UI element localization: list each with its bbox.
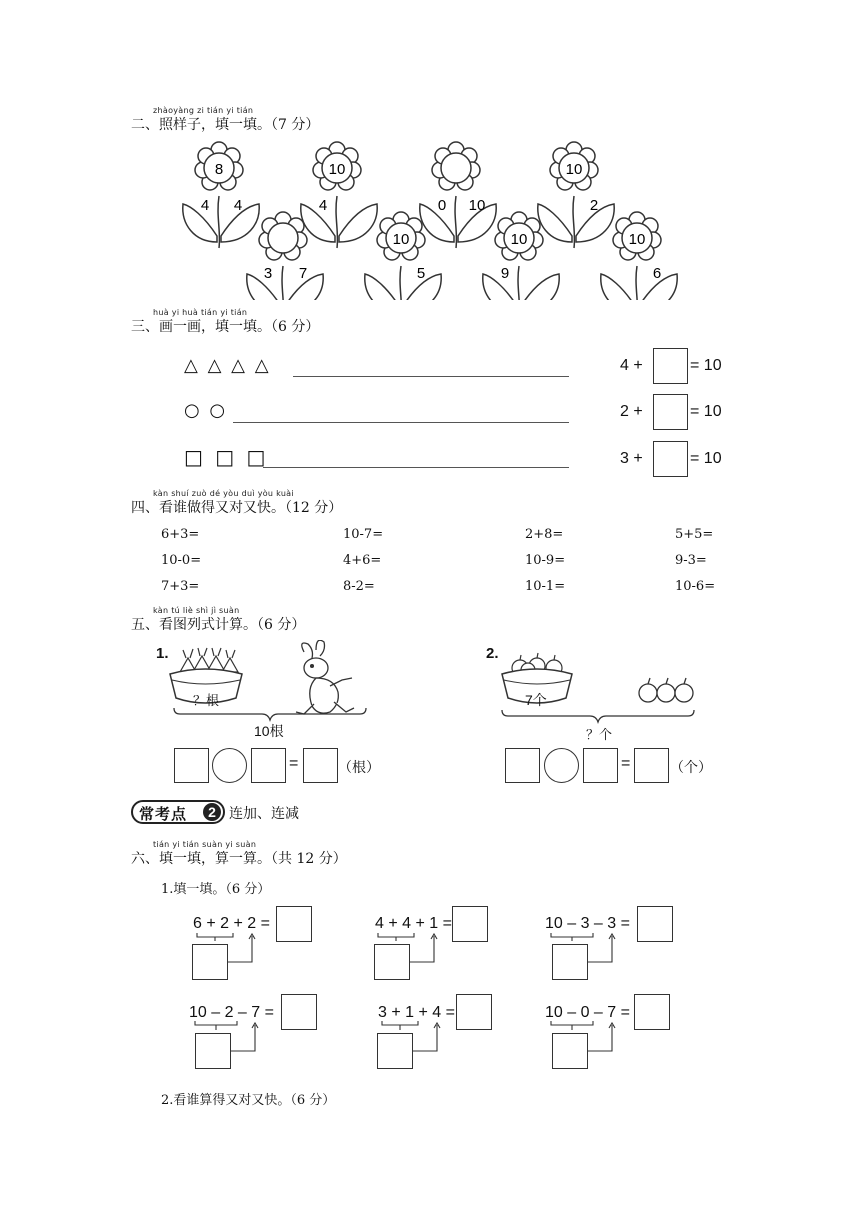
- arith-r1c3: 2+8=: [525, 527, 564, 542]
- eq2-suffix: = 10: [690, 403, 722, 420]
- total-1-label: 10根: [254, 723, 284, 739]
- flower-4-right: 2: [589, 197, 599, 214]
- flower-8-top: 10: [628, 231, 646, 248]
- key-point-badge-text: 常考点: [139, 806, 188, 823]
- expr-3: 10 – 3 – 3 =: [545, 915, 630, 932]
- expr-4: 10 – 2 – 7 =: [189, 1004, 274, 1021]
- flower-5-left: 3: [263, 265, 273, 282]
- flower-1-right: 4: [233, 197, 243, 214]
- sec2-pinyin: zhàoyàng zi tián yi tián: [153, 106, 254, 115]
- eq1-prefix: 4 +: [620, 357, 643, 374]
- arith-r3c1: 7+3=: [161, 579, 200, 594]
- flower-1-left: 4: [200, 197, 210, 214]
- flower-6-right: 5: [416, 265, 426, 282]
- arith-r1c1: 6+3=: [161, 527, 200, 542]
- basket-1-label: ？根: [193, 693, 220, 708]
- arith-r2c4: 9-3=: [675, 553, 707, 568]
- expr-2: 4 + 4 + 1 =: [375, 915, 452, 932]
- p2-unit: （个）: [670, 760, 712, 776]
- expr-6: 10 – 0 – 7 =: [545, 1004, 630, 1021]
- flower-2-left: 4: [318, 197, 328, 214]
- p2-equals: =: [621, 755, 631, 772]
- arith-r2c1: 10-0=: [161, 553, 202, 568]
- total-2-label: ？个: [586, 727, 613, 742]
- flower-1-top: 8: [214, 161, 224, 178]
- arith-r2c2: 4+6=: [343, 553, 382, 568]
- sec6-sub1: 1.填一填。（6 分）: [161, 882, 271, 897]
- problem-2-number: 2.: [486, 645, 499, 662]
- flower-7-top: 10: [510, 231, 528, 248]
- eq2-prefix: 2 +: [620, 403, 643, 420]
- eq1-suffix: = 10: [690, 357, 722, 374]
- sec3-title: 三、画一画，填一填。（6 分）: [131, 319, 320, 335]
- expr-1: 6 + 2 + 2 =: [193, 915, 270, 932]
- sec4-title: 四、看谁做得又对又快。（12 分）: [131, 500, 343, 516]
- flower-3-left: 0: [437, 197, 447, 214]
- basket-2-label: 7个: [525, 692, 547, 708]
- arith-r1c4: 5+5=: [675, 527, 714, 542]
- sec6-pinyin: tián yi tián suàn yi suàn: [153, 840, 257, 849]
- problem-1-number: 1.: [156, 645, 169, 662]
- key-point-label: 连加、连减: [229, 806, 299, 822]
- flower-7-left: 9: [500, 265, 510, 282]
- arith-r3c3: 10-1=: [525, 579, 566, 594]
- arith-r3c2: 8-2=: [343, 579, 375, 594]
- p1-equals: =: [289, 755, 299, 772]
- expr-5: 3 + 1 + 4 =: [378, 1004, 455, 1021]
- flower-4-top: 10: [565, 161, 583, 178]
- p1-unit: （根）: [338, 760, 380, 776]
- arith-r2c3: 10-9=: [525, 553, 566, 568]
- squares-row: □ □ □: [184, 445, 269, 469]
- flower-8-right: 6: [652, 265, 662, 282]
- sec6-title: 六、填一填，算一算。（共 12 分）: [131, 851, 347, 867]
- eq3-suffix: = 10: [690, 450, 722, 467]
- circles-row: ○ ○: [184, 400, 228, 421]
- flower-3-right: 10: [468, 197, 486, 214]
- sec6-sub2: 2.看谁算得又对又快。（6 分）: [161, 1093, 336, 1108]
- arith-r3c4: 10-6=: [675, 579, 716, 594]
- sec2-title: 二、照样子，填一填。（7 分）: [131, 117, 320, 133]
- eq3-prefix: 3 +: [620, 450, 643, 467]
- sec5-pinyin: kàn tú liè shì jì suàn: [153, 606, 240, 615]
- sec5-title: 五、看图列式计算。（6 分）: [131, 617, 306, 633]
- flower-5-right: 7: [298, 265, 308, 282]
- sec4-pinyin: kàn shuí zuò dé yòu duì yòu kuài: [153, 489, 294, 498]
- key-point-number: 2: [203, 803, 221, 821]
- flower-2-top: 10: [328, 161, 346, 178]
- flower-6-top: 10: [392, 231, 410, 248]
- arith-r1c2: 10-7=: [343, 527, 384, 542]
- sec3-pinyin: huà yi huà tián yi tián: [153, 308, 248, 317]
- triangles-row: △ △ △ △: [184, 355, 271, 376]
